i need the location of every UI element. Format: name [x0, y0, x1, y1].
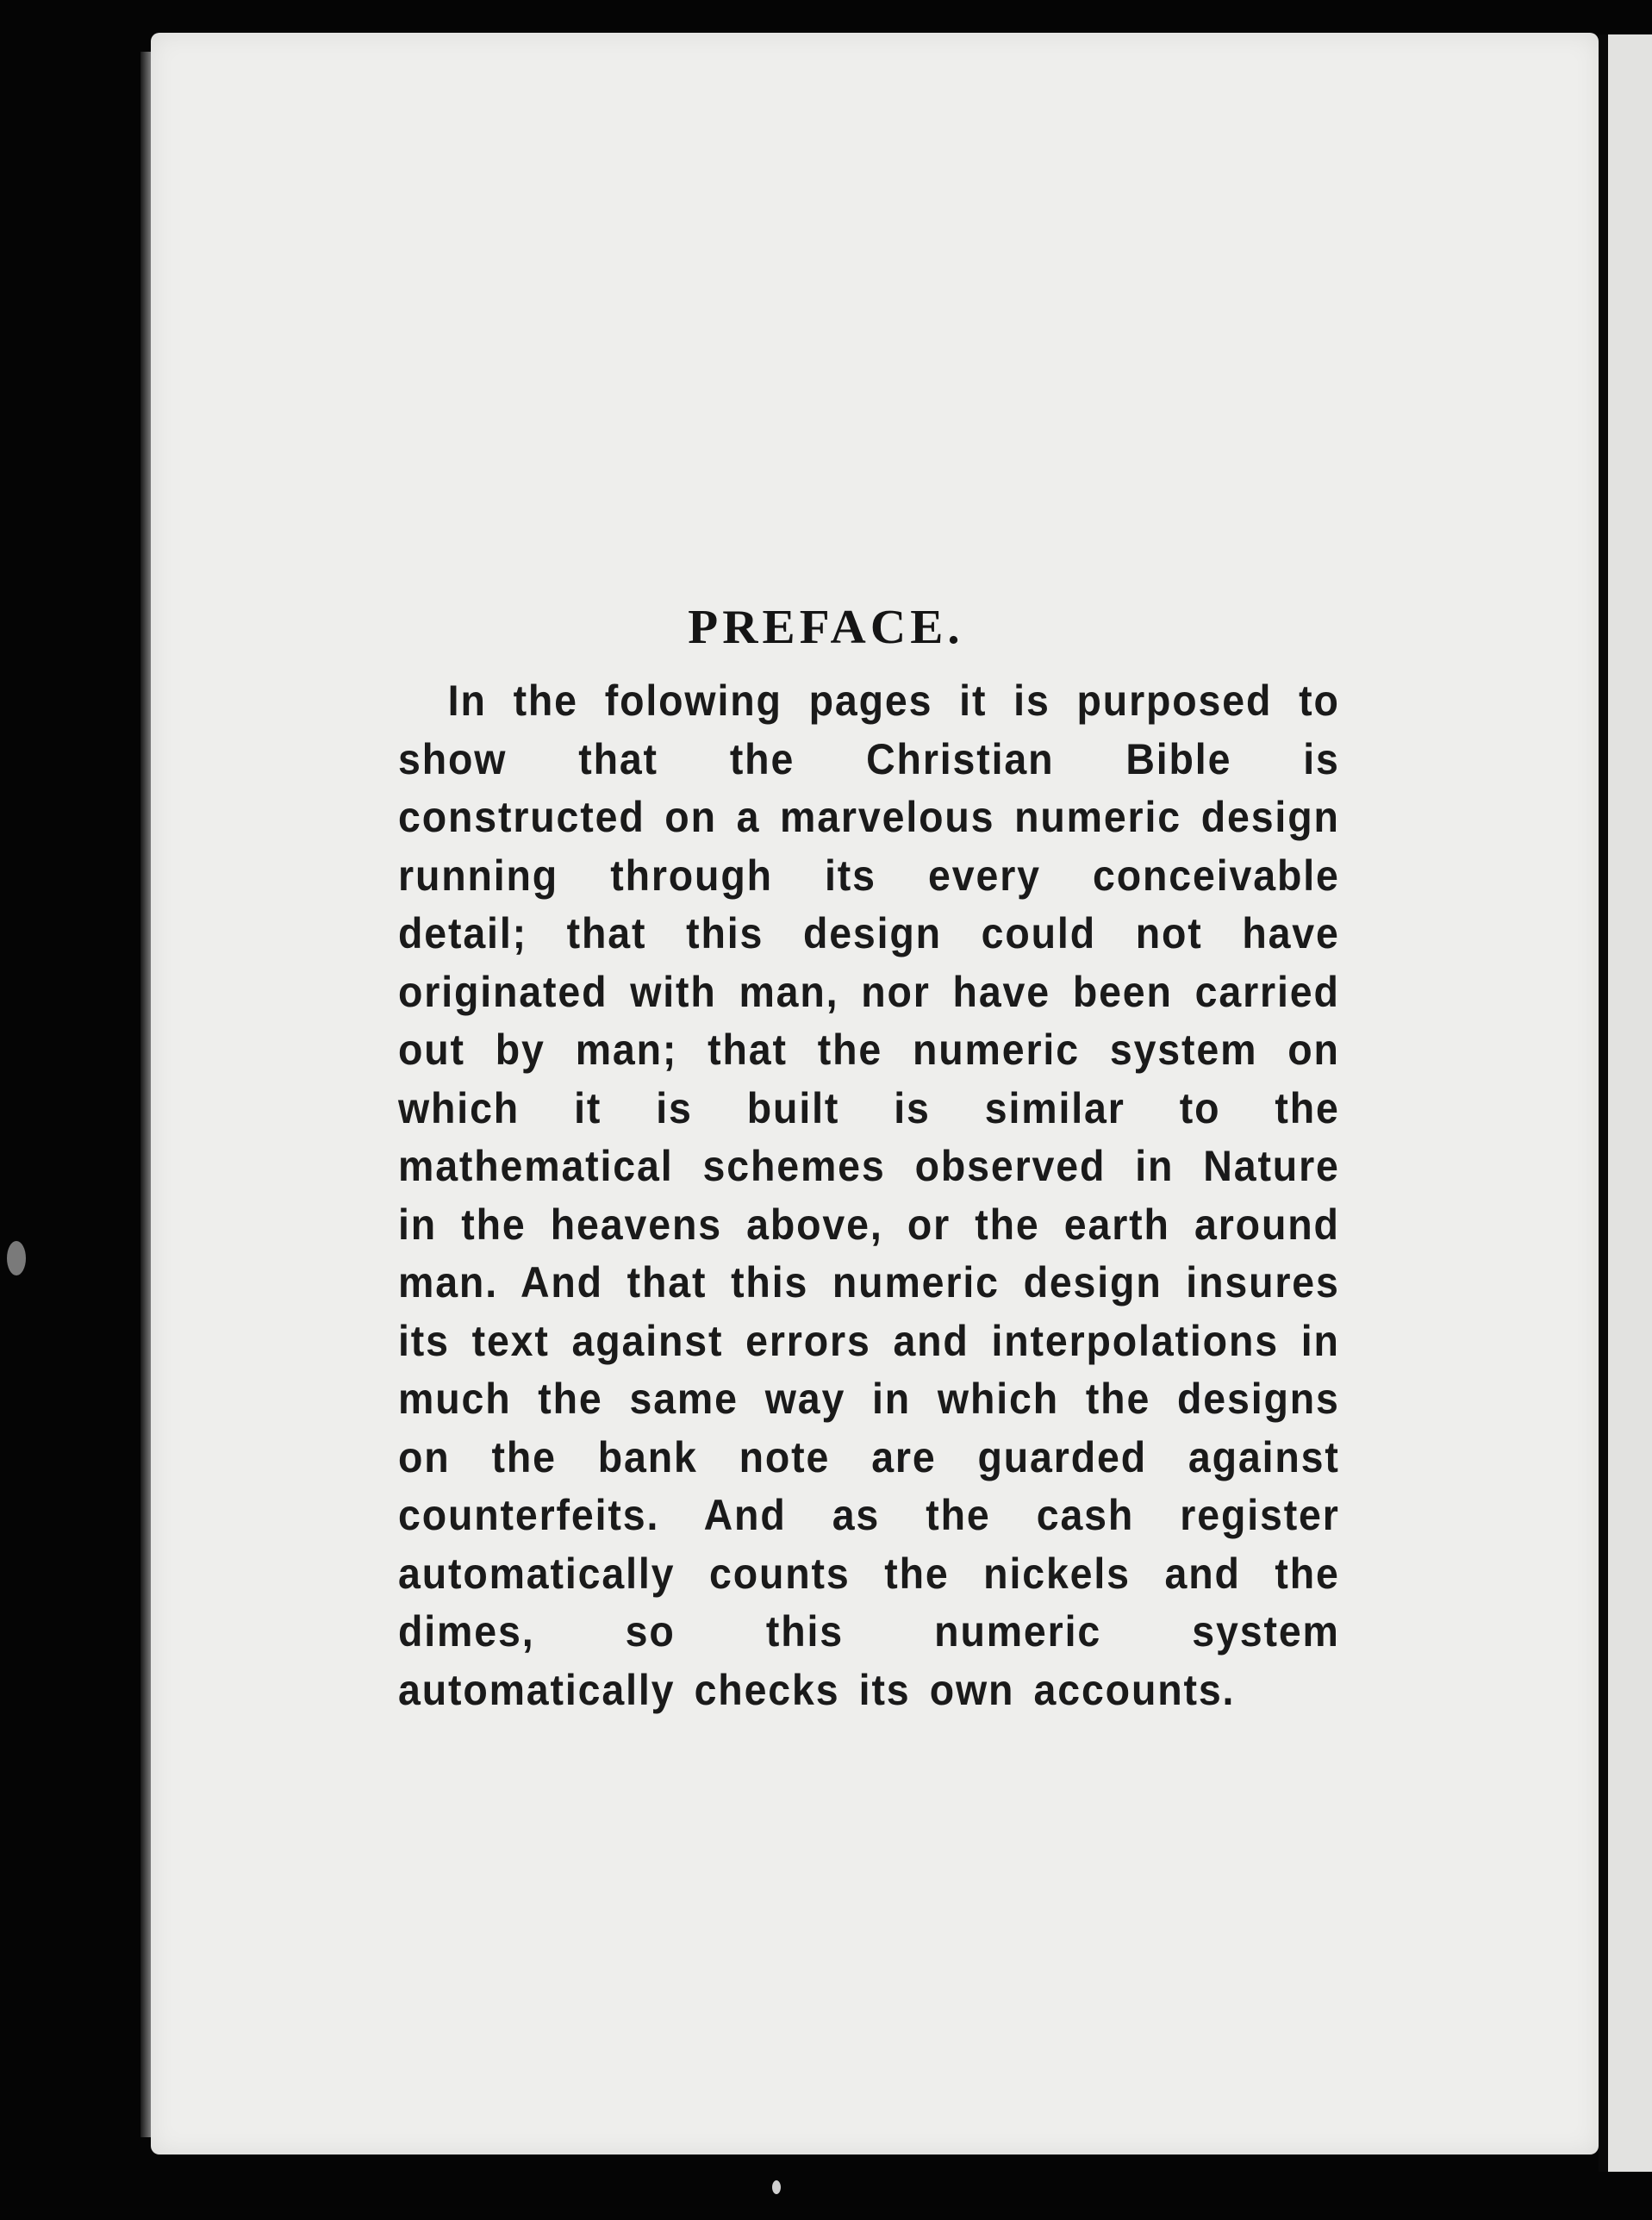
preface-paragraph: In the folowing pages it is purposed to show that the Christian Bible is constructed on a marvelous numeric design running through its every conceivable detail; that this design could not have originated with man, nor have been carried out by man; that the numeric system on which it is built is similar to the mathematical schemes observed in Nature in the heavens above, or the earth around man. And that this numeric design insures its text against errors and interpolations in much the same way in which the designs on the bank note are guarded against counterfeits. And as the cash register automatically counts the nickels and the dimes, so this numeric system automatically checks its own accounts.: [398, 677, 1340, 1714]
scan-speck: [7, 1241, 26, 1275]
next-page-strip: [1608, 34, 1652, 2172]
scan-speck: [772, 2180, 781, 2194]
page-title: PREFACE.: [688, 600, 964, 654]
